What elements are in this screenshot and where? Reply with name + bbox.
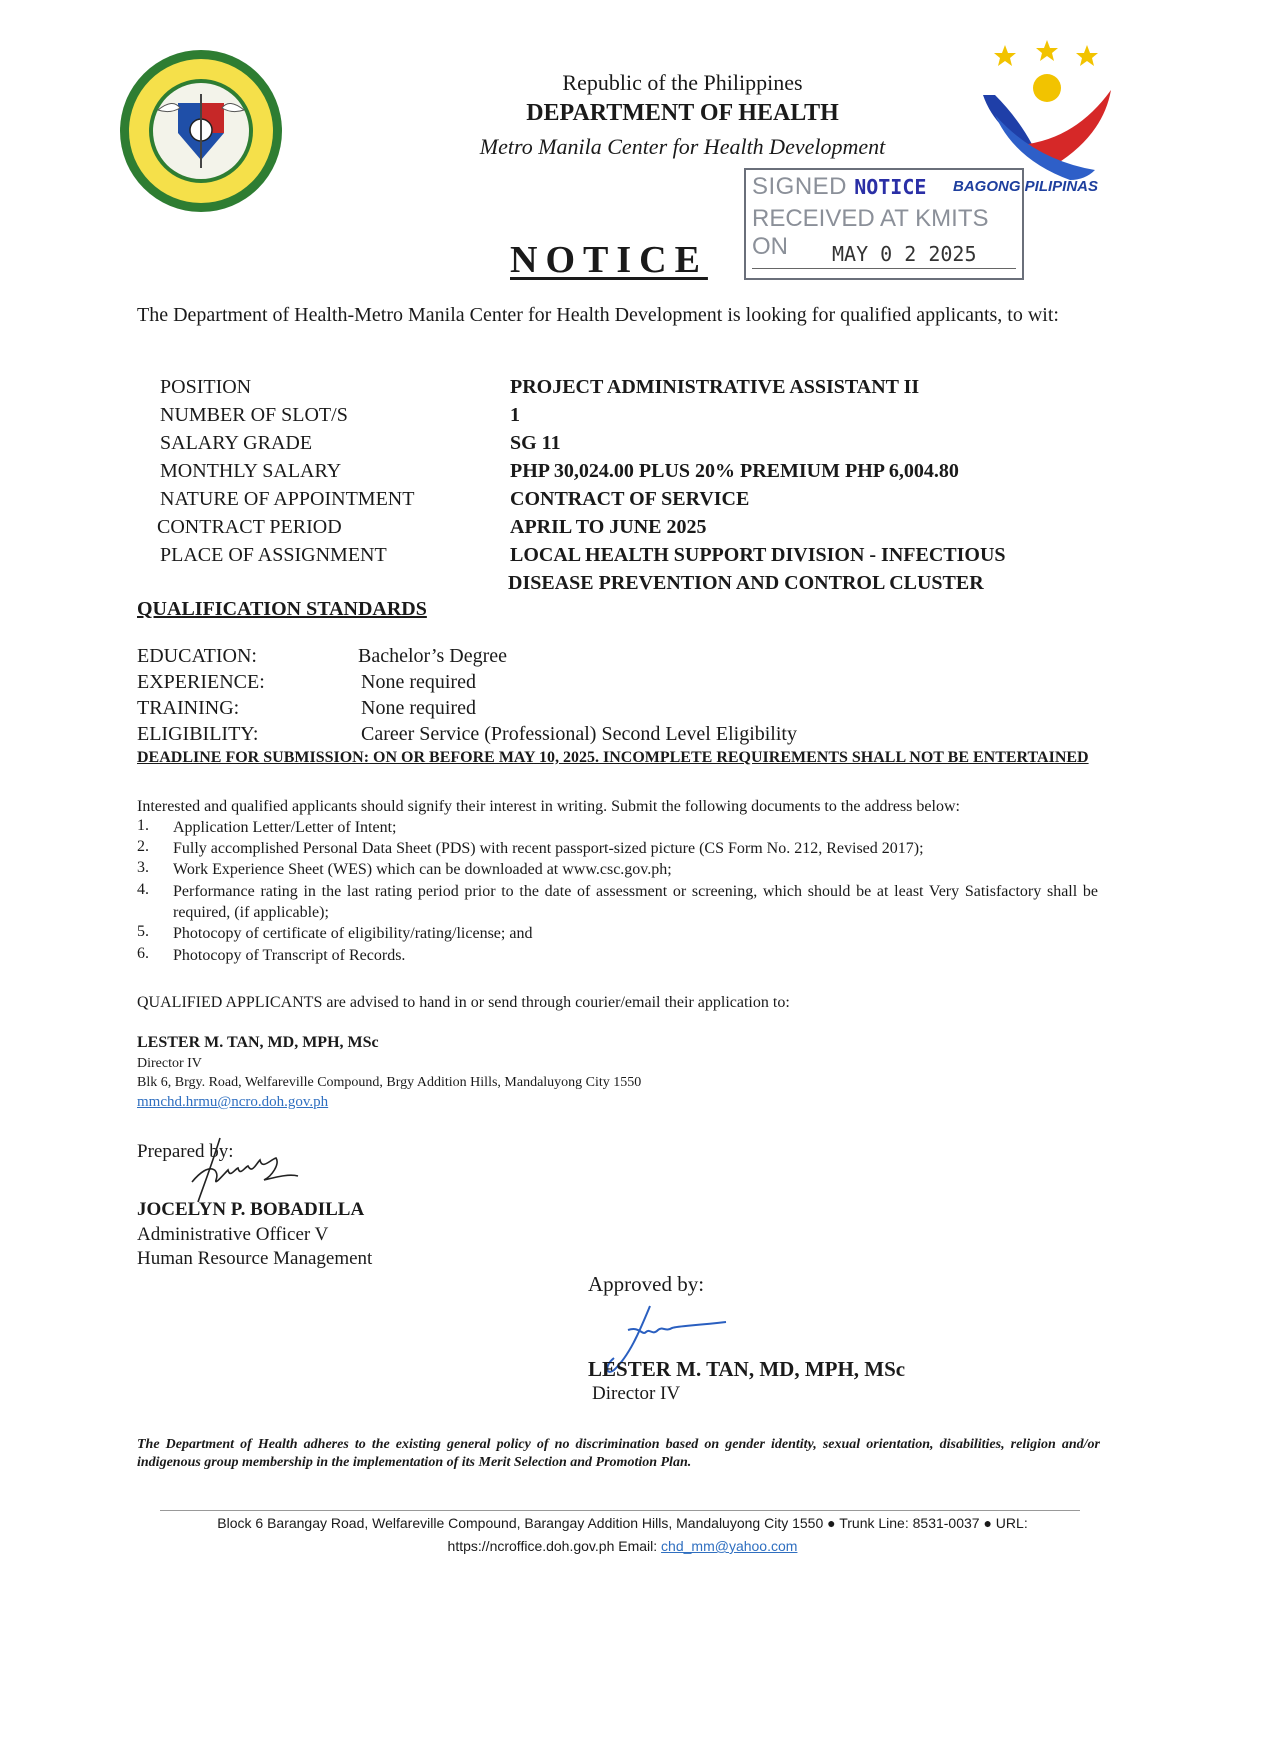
requirement-text: Work Experience Sheet (WES) which can be downloaded at www.csc.gov.ph; xyxy=(173,861,672,878)
requirement-number: 6. xyxy=(137,945,149,962)
prepared-signature xyxy=(180,1130,330,1205)
footer-email-link[interactable]: chd_mm@yahoo.com xyxy=(661,1538,798,1554)
footer-url: https://ncroffice.doh.gov.ph Email: xyxy=(447,1538,662,1554)
stamp-handwritten-note: NOTICE xyxy=(854,175,927,199)
education-label: EDUCATION: xyxy=(137,645,257,667)
non-discrimination-policy: The Department of Health adheres to the existing general policy of no discrimination based on gender identity, sexual orientation, disabilities, religion and/or indigenous group membership in the implementation of its Merit Selection and Promotion Plan. xyxy=(137,1437,1100,1470)
header-center: Metro Manila Center for Health Development xyxy=(479,134,886,159)
addressee-title: Director IV xyxy=(137,1056,202,1071)
slots-label: NUMBER OF SLOT/S xyxy=(160,404,348,426)
requirement-text: Photocopy of certificate of eligibility/rating/license; and xyxy=(173,925,533,942)
bagong-pilipinas-text: BAGONG PILIPINAS xyxy=(953,178,1099,195)
monthly-salary-label: MONTHLY SALARY xyxy=(160,460,342,482)
training-label: TRAINING: xyxy=(137,697,240,719)
approved-by-label: Approved by: xyxy=(588,1272,705,1296)
appointment-value: CONTRACT OF SERVICE xyxy=(510,488,750,510)
appointment-label: NATURE OF APPOINTMENT xyxy=(160,488,415,510)
deadline-notice: DEADLINE FOR SUBMISSION: ON OR BEFORE MAY 10, 2025. INCOMPLETE REQUIREMENTS SHALL NOT BE ENTERTAINED xyxy=(137,749,1089,766)
slots-value: 1 xyxy=(510,404,520,426)
contract-period-label: CONTRACT PERIOD xyxy=(157,516,342,538)
instructions-text: Interested and qualified applicants should signify their interest in writing. Submit the following documents to the address below: xyxy=(137,798,960,815)
footer-address: Block 6 Barangay Road, Welfareville Compound, Barangay Addition Hills, Mandaluyong City 1550 ● Trunk Line: 8531-0037 ● URL: xyxy=(217,1515,1028,1531)
requirement-text: Fully accomplished Personal Data Sheet (PDS) with recent passport-sized picture (CS Form No. 212, Revised 2017); xyxy=(173,840,924,857)
education-value: Bachelor’s Degree xyxy=(358,645,508,667)
prepared-department: Human Resource Management xyxy=(137,1248,373,1269)
qualification-title: QUALIFICATION STANDARDS xyxy=(137,598,427,620)
assignment-value: LOCAL HEALTH SUPPORT DIVISION - INFECTIOUS xyxy=(510,544,1006,566)
stamp-date: MAY 0 2 2025 xyxy=(832,242,977,266)
approved-title: Director IV xyxy=(592,1383,681,1404)
stamp-signed: SIGNED xyxy=(752,173,848,200)
requirement-text: Performance rating in the last rating period prior to the date of assessment or screening, which should be at least Very Satisfactory shall be required, (if applicable); xyxy=(173,883,1098,921)
requirement-number: 5. xyxy=(137,923,149,940)
approved-name: LESTER M. TAN, MD, MPH, MSc xyxy=(588,1357,906,1381)
header-republic: Republic of the Philippines xyxy=(562,70,803,95)
requirement-text: Application Letter/Letter of Intent; xyxy=(173,819,397,836)
experience-label: EXPERIENCE: xyxy=(137,671,265,693)
intro-paragraph: The Department of Health-Metro Manila Center for Health Development is looking for qualified applicants, to wit: xyxy=(137,304,1059,326)
salary-grade-label: SALARY GRADE xyxy=(160,432,313,454)
requirement-number: 4. xyxy=(137,881,149,898)
salary-grade-value: SG 11 xyxy=(510,432,561,454)
training-value: None required xyxy=(361,697,476,719)
contract-period-value: APRIL TO JUNE 2025 xyxy=(510,516,707,538)
prepared-by-label: Prepared by: xyxy=(137,1141,234,1162)
stamp-received: RECEIVED AT KMITS ON xyxy=(752,205,989,260)
position-label: POSITION xyxy=(160,376,252,398)
addressee-name: LESTER M. TAN, MD, MPH, MSc xyxy=(137,1034,379,1051)
received-stamp xyxy=(744,168,1024,280)
monthly-salary-value: PHP 30,024.00 PLUS 20% PREMIUM PHP 6,004.80 xyxy=(510,460,959,482)
submission-note: QUALIFIED APPLICANTS are advised to hand in or send through courier/email their application to: xyxy=(137,994,790,1011)
addressee-address: Blk 6, Brgy. Road, Welfareville Compound, Brgy Addition Hills, Mandaluyong City 1550 xyxy=(137,1075,642,1090)
prepared-name: JOCELYN P. BOBADILLA xyxy=(137,1199,365,1220)
header-department: DEPARTMENT OF HEALTH xyxy=(526,100,839,126)
addressee-email-link[interactable]: mmchd.hrmu@ncro.doh.gov.ph xyxy=(137,1094,329,1110)
eligibility-value: Career Service (Professional) Second Level Eligibility xyxy=(361,723,797,745)
footer xyxy=(150,1512,1095,1558)
requirement-number: 1. xyxy=(137,817,149,834)
requirement-text: Photocopy of Transcript of Records. xyxy=(173,947,406,964)
prepared-title: Administrative Officer V xyxy=(137,1224,329,1245)
experience-value: None required xyxy=(361,671,476,693)
assignment-value-line2: DISEASE PREVENTION AND CONTROL CLUSTER xyxy=(508,572,984,594)
footer-divider xyxy=(160,1510,1080,1511)
eligibility-label: ELIGIBILITY: xyxy=(137,723,259,745)
assignment-label: PLACE OF ASSIGNMENT xyxy=(160,544,387,566)
notice-title: NOTICE xyxy=(510,239,708,281)
position-value: PROJECT ADMINISTRATIVE ASSISTANT II xyxy=(510,376,920,398)
requirement-number: 3. xyxy=(137,859,149,876)
requirement-number: 2. xyxy=(137,838,149,855)
